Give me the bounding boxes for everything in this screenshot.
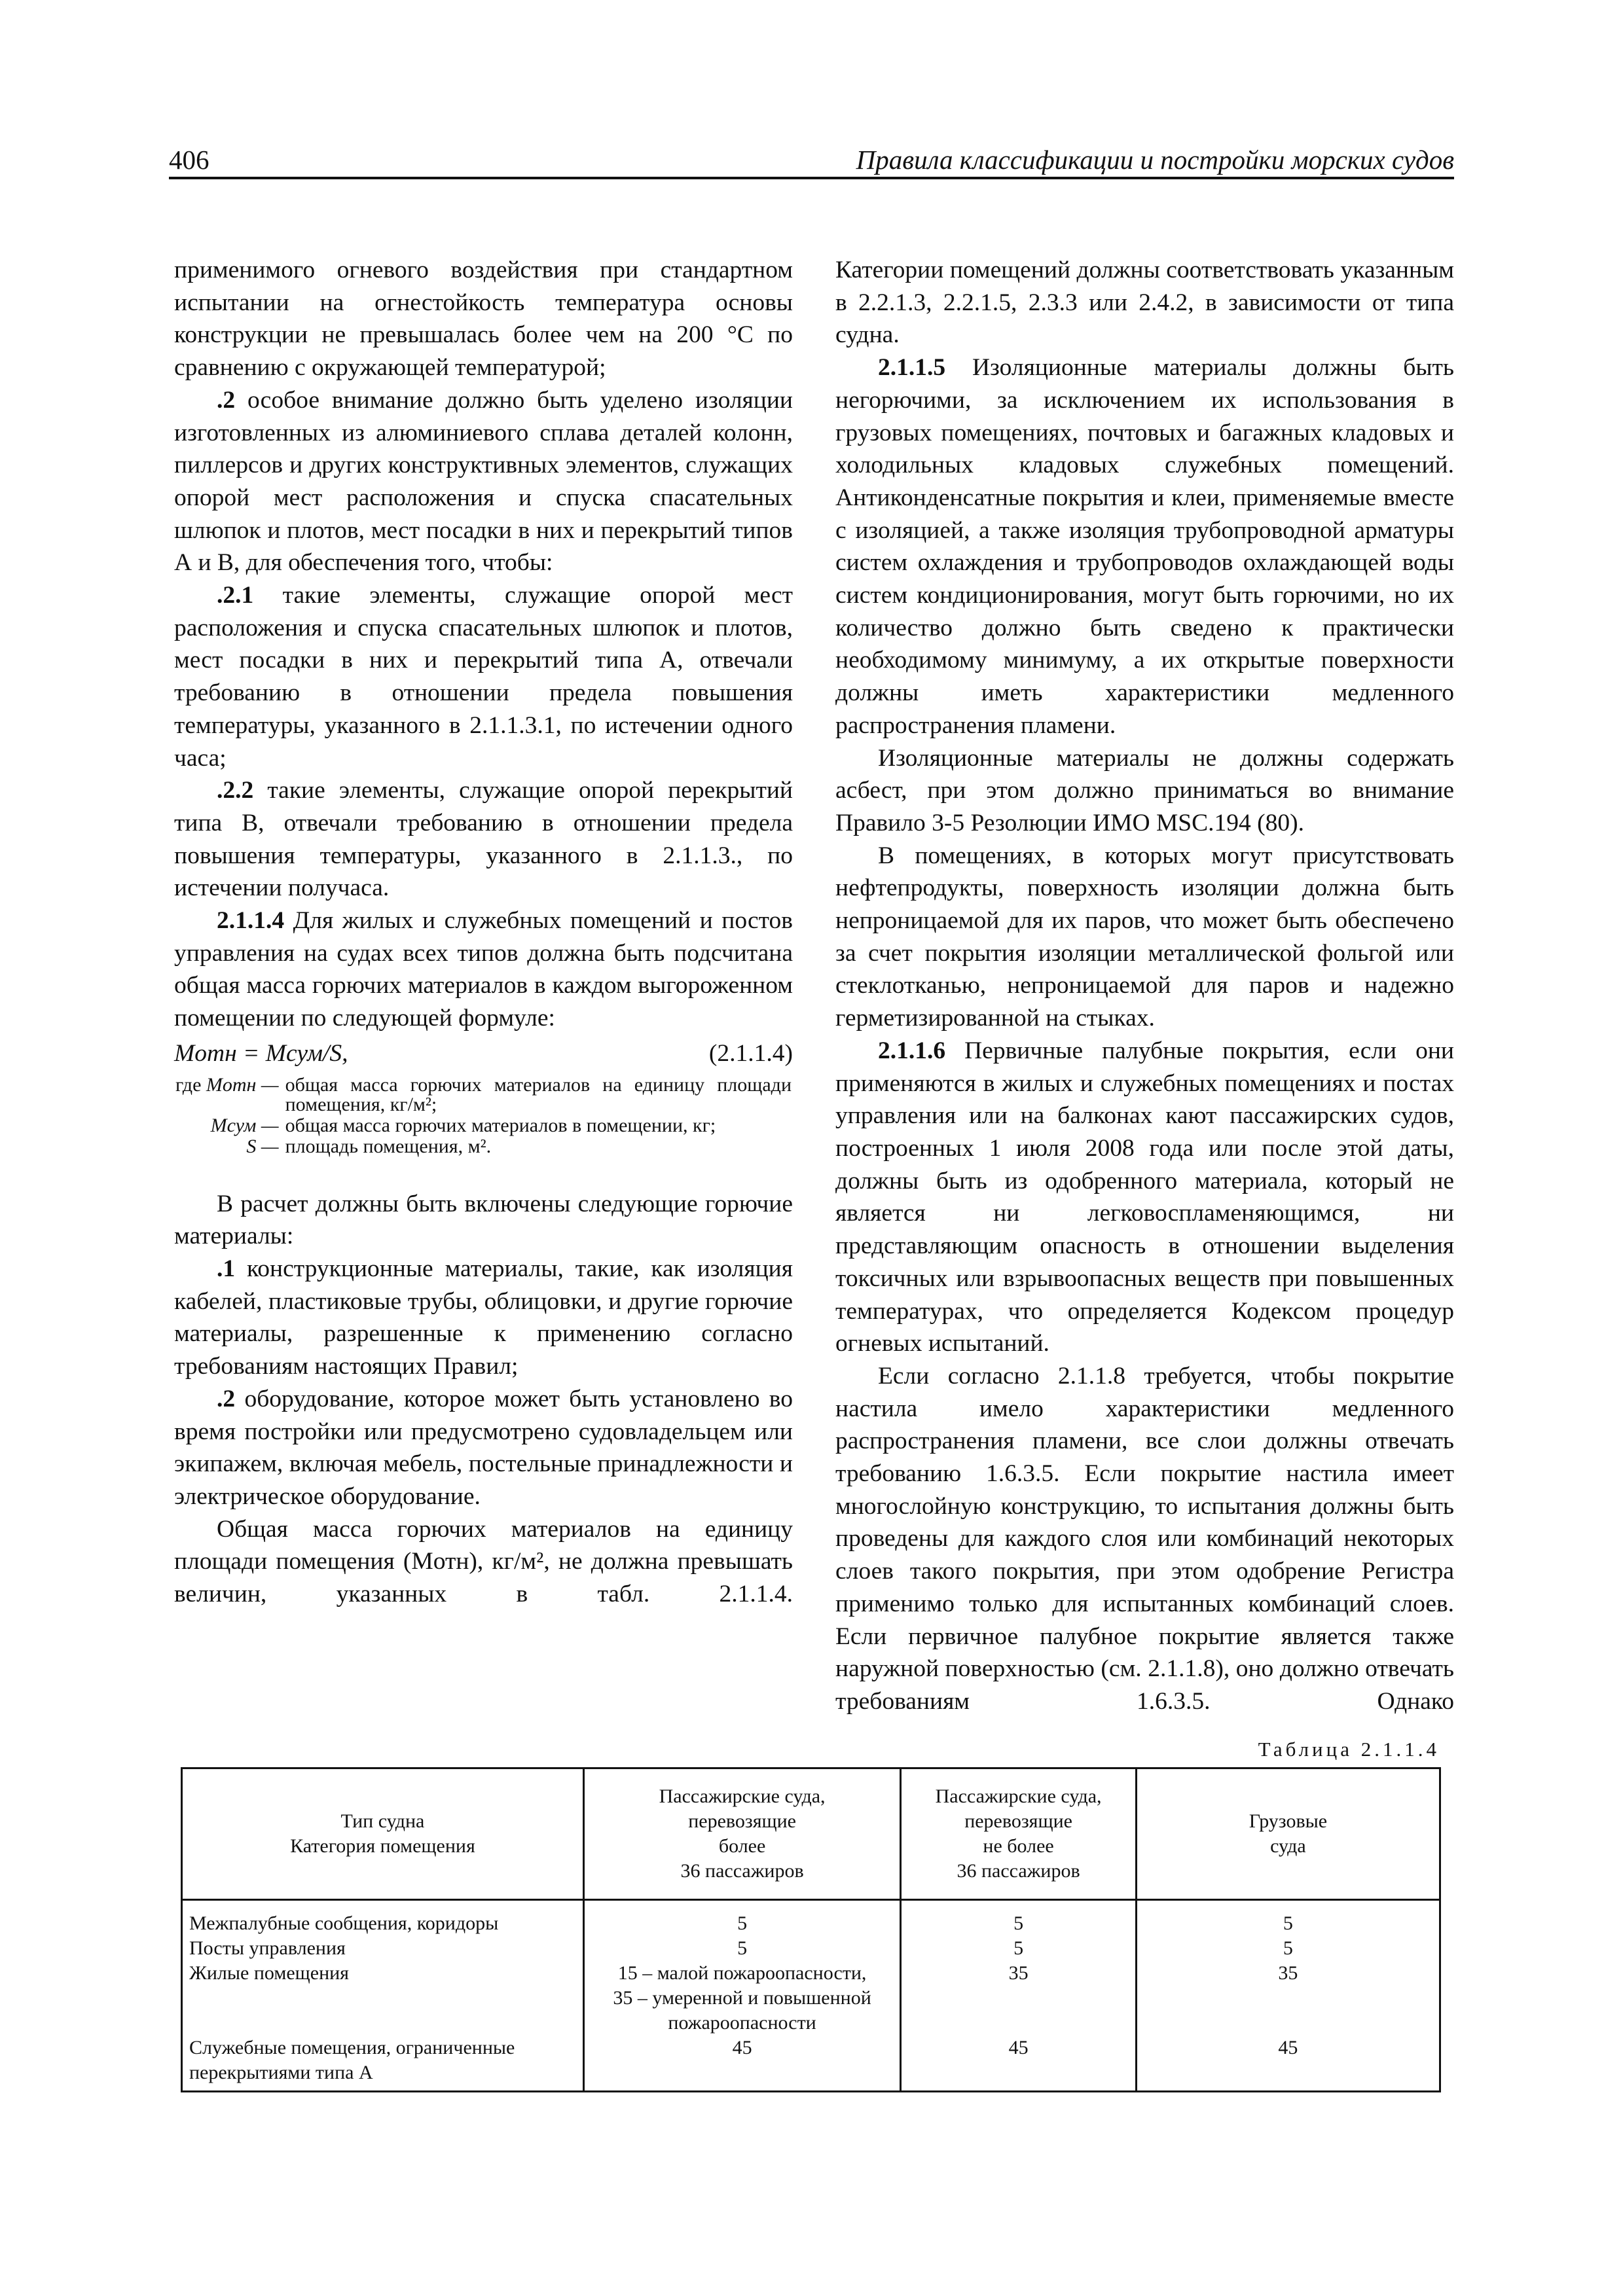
- column-header: Пассажирские суда, перевозящие более 36 пассажиров: [583, 1768, 900, 1900]
- table-cell: 5: [583, 1900, 900, 1937]
- section-number: 2.1.1.5: [878, 354, 946, 382]
- paragraph: В расчет должны быть включены следующие горючие материалы:: [174, 1190, 793, 1250]
- table-cell: 5: [583, 1936, 900, 1961]
- paragraph-text: Изоляционные материалы должны быть негорючими, за исключением их использования в грузовых помещениях, почтовых и багажных кладовых и холодильных кладовых служебных помещений. Антиконденсатные покрытия и клеи, применяемые вместе с изоляцией, а также изоляция трубопроводной арматуры систем охлаждения и трубопроводов охлаждающей воды систем кондиционирования, могут быть горючими, но их количество должно быть сведено к практически необходимому минимуму, а их открытые поверхности должны иметь характеристики медленного распространения пламени.: [835, 354, 1454, 739]
- item-number: .2: [217, 1385, 236, 1412]
- legend-symbol: Mсум —: [210, 1114, 279, 1136]
- paragraph-text: конструкционные материалы, такие, как изоляция кабелей, пластиковые трубы, облицовки, и другие горючие материалы, разрешенные к применению согласно требованиям настоящих Правил;: [174, 1255, 793, 1380]
- paragraph: [174, 384, 793, 579]
- item-number: .2.2: [217, 777, 254, 804]
- table-row: [182, 1936, 1440, 1961]
- legend-symbol: S —: [246, 1135, 279, 1157]
- paragraph-text: Первичные палубные покрытия, если они применяются в жилых и служебных помещениях и постах управления или на балконах кают пассажирских судов, построенных 1 июля 2008 года или после этой даты, должны быть из одобренного материала, который не является ни легковоспламеняющимся, ни представляющим опасность в отношении выделения токсичных или взрывоопасных веществ при повышенных температурах, что определяется Кодексом процедур огневых испытаний.: [835, 1037, 1454, 1357]
- table-cell: 5: [1136, 1936, 1440, 1961]
- table-cell: Жилые помещения: [182, 1961, 584, 2036]
- item-number: .2: [217, 386, 236, 414]
- item-number: .2.1: [217, 582, 254, 609]
- paragraph: Изоляционные материалы не должны содержать асбест, при этом должно приниматься во внимание Правило 3-5 Резолюции ИМО MSC.194 (80).: [835, 744, 1454, 836]
- paragraph: [835, 351, 1454, 742]
- column-header: Грузовые суда: [1136, 1768, 1440, 1900]
- paragraph: применимого огневого воздействия при стандартном испытании на огнестойкость температура основы конструкции не превышалась более чем на 200 °C по сравнению с окружающей температурой;: [174, 257, 793, 382]
- paragraph-text: такие элементы, служащие опорой мест расположения и спуска спасательных шлюпок и плотов, мест посадки в них и перекрытий типа А, отвечали требованию в отношении предела повышения температуры, указанного в 2.1.1.3.1, по истечении одного часа;: [174, 582, 793, 772]
- paragraph: [174, 905, 793, 1035]
- paragraph-text: особое внимание должно быть уделено изоляции изготовленных из алюминиевого сплава деталей колонн, пиллерсов и других конструктивных элементов, служащих опорой мест расположения и спуска спасательных шлюпок и плотов, мест посадки в них и перекрытий типов А и В, для обеспечения того, чтобы:: [174, 386, 793, 577]
- paragraph: Категории помещений должны соответствовать указанным в 2.2.1.3, 2.2.1.5, 2.3.3 или 2.4.2, в зависимости от типа судна.: [835, 257, 1454, 349]
- table-cell: 45: [901, 2036, 1137, 2092]
- header-rule: [169, 177, 1454, 179]
- page-number: 406: [169, 145, 210, 175]
- table-row: [182, 2036, 1440, 2092]
- paragraph: В помещениях, в которых могут присутствовать нефтепродукты, поверхность изоляции должна быть непроницаемой для их паров, что может быть обеспечено за счет покрытия изоляции металлической фольгой или стеклотканью, непроницаемой для паров и надежно герметизированной на стыках.: [835, 842, 1454, 1032]
- data-table: [181, 1767, 1441, 2092]
- paragraph-text: оборудование, которое может быть установлено во время постройки или предусмотрено судовладельцем или экипажем, включая мебель, постельные принадлежности и электрическое оборудование.: [174, 1385, 793, 1510]
- table-header-row: [182, 1768, 1440, 1900]
- legend-symbol: где Mотн —: [175, 1073, 279, 1096]
- item-number: .1: [217, 1255, 236, 1282]
- left-column: [174, 254, 793, 1611]
- table-cell: Межпалубные сообщения, коридоры: [182, 1900, 584, 1937]
- formula-number: (2.1.1.4): [708, 1039, 793, 1067]
- paragraph: [174, 1253, 793, 1383]
- table-cell: 15 – малой пожароопасности, 35 – умеренной и повышенной пожароопасности: [583, 1961, 900, 2036]
- section-number: 2.1.1.4: [217, 907, 285, 935]
- table-cell: 5: [901, 1900, 1137, 1937]
- table-cell: Служебные помещения, ограниченные перекрытиями типа А: [182, 2036, 584, 2092]
- formula-legend: [174, 1074, 793, 1158]
- table-cell: 5: [1136, 1900, 1440, 1937]
- paragraph: [174, 1383, 793, 1513]
- paragraph: [835, 1035, 1454, 1360]
- table-cell: 45: [1136, 2036, 1440, 2092]
- paragraph: [174, 579, 793, 774]
- paragraph-text: такие элементы, служащие опорой перекрытий типа В, отвечали требованию в отношении предела повышения температуры, указанного в 2.1.1.3., по истечении получаса.: [174, 777, 793, 902]
- legend-text: общая масса горючих материалов на единицу площади помещения, кг/м²;: [285, 1073, 792, 1115]
- table-cell: 5: [901, 1936, 1137, 1961]
- paragraph: Если согласно 2.1.1.8 требуется, чтобы покрытие настила имело характеристики медленного распространения пламени, все слои должны отвечать требованию 1.6.3.5. Если покрытие настила имеет многослойную конструкцию, то испытания должны быть проведены для каждого слоя или комбинаций некоторых слоев такого покрытия, при этом одобрение Регистра применимо только для испытанных комбинаций слоев. Если первичное палубное покрытие является также наружной поверхностью (см. 2.1.1.8), оно должно отвечать требованиям 1.6.3.5. Однако: [835, 1362, 1454, 1715]
- table-row: [182, 1900, 1440, 1937]
- table-row: [182, 1961, 1440, 2036]
- table-caption: Таблица 2.1.1.4: [1258, 1738, 1440, 1761]
- column-header: Тип судна Категория помещения: [182, 1768, 584, 1900]
- right-column: [835, 254, 1454, 1718]
- running-title: Правила классификации и постройки морских судов: [856, 145, 1454, 175]
- legend-text: общая масса горючих материалов в помещении, кг;: [285, 1114, 716, 1136]
- paragraph: Общая масса горючих материалов на единицу площади помещения (Mотн), кг/м², не должна превышать величин, указанных в табл. 2.1.1.4.: [174, 1515, 793, 1608]
- table-cell: 35: [1136, 1961, 1440, 2036]
- paragraph: [174, 774, 793, 905]
- section-number: 2.1.1.6: [878, 1037, 946, 1064]
- formula-expression: Mотн = Mсум/S,: [174, 1039, 348, 1067]
- table-cell: 35: [901, 1961, 1137, 2036]
- column-header: Пассажирские суда, перевозящие не более 36 пассажиров: [901, 1768, 1137, 1900]
- paragraph-text: Для жилых и служебных помещений и постов управления на судах всех типов должна быть подсчитана общая масса горючих материалов в каждом выгороженном помещении по следующей формуле:: [174, 907, 793, 1032]
- table-cell: Посты управления: [182, 1936, 584, 1961]
- table-cell: 45: [583, 2036, 900, 2092]
- legend-text: площадь помещения, м².: [285, 1135, 492, 1157]
- formula: [174, 1037, 793, 1070]
